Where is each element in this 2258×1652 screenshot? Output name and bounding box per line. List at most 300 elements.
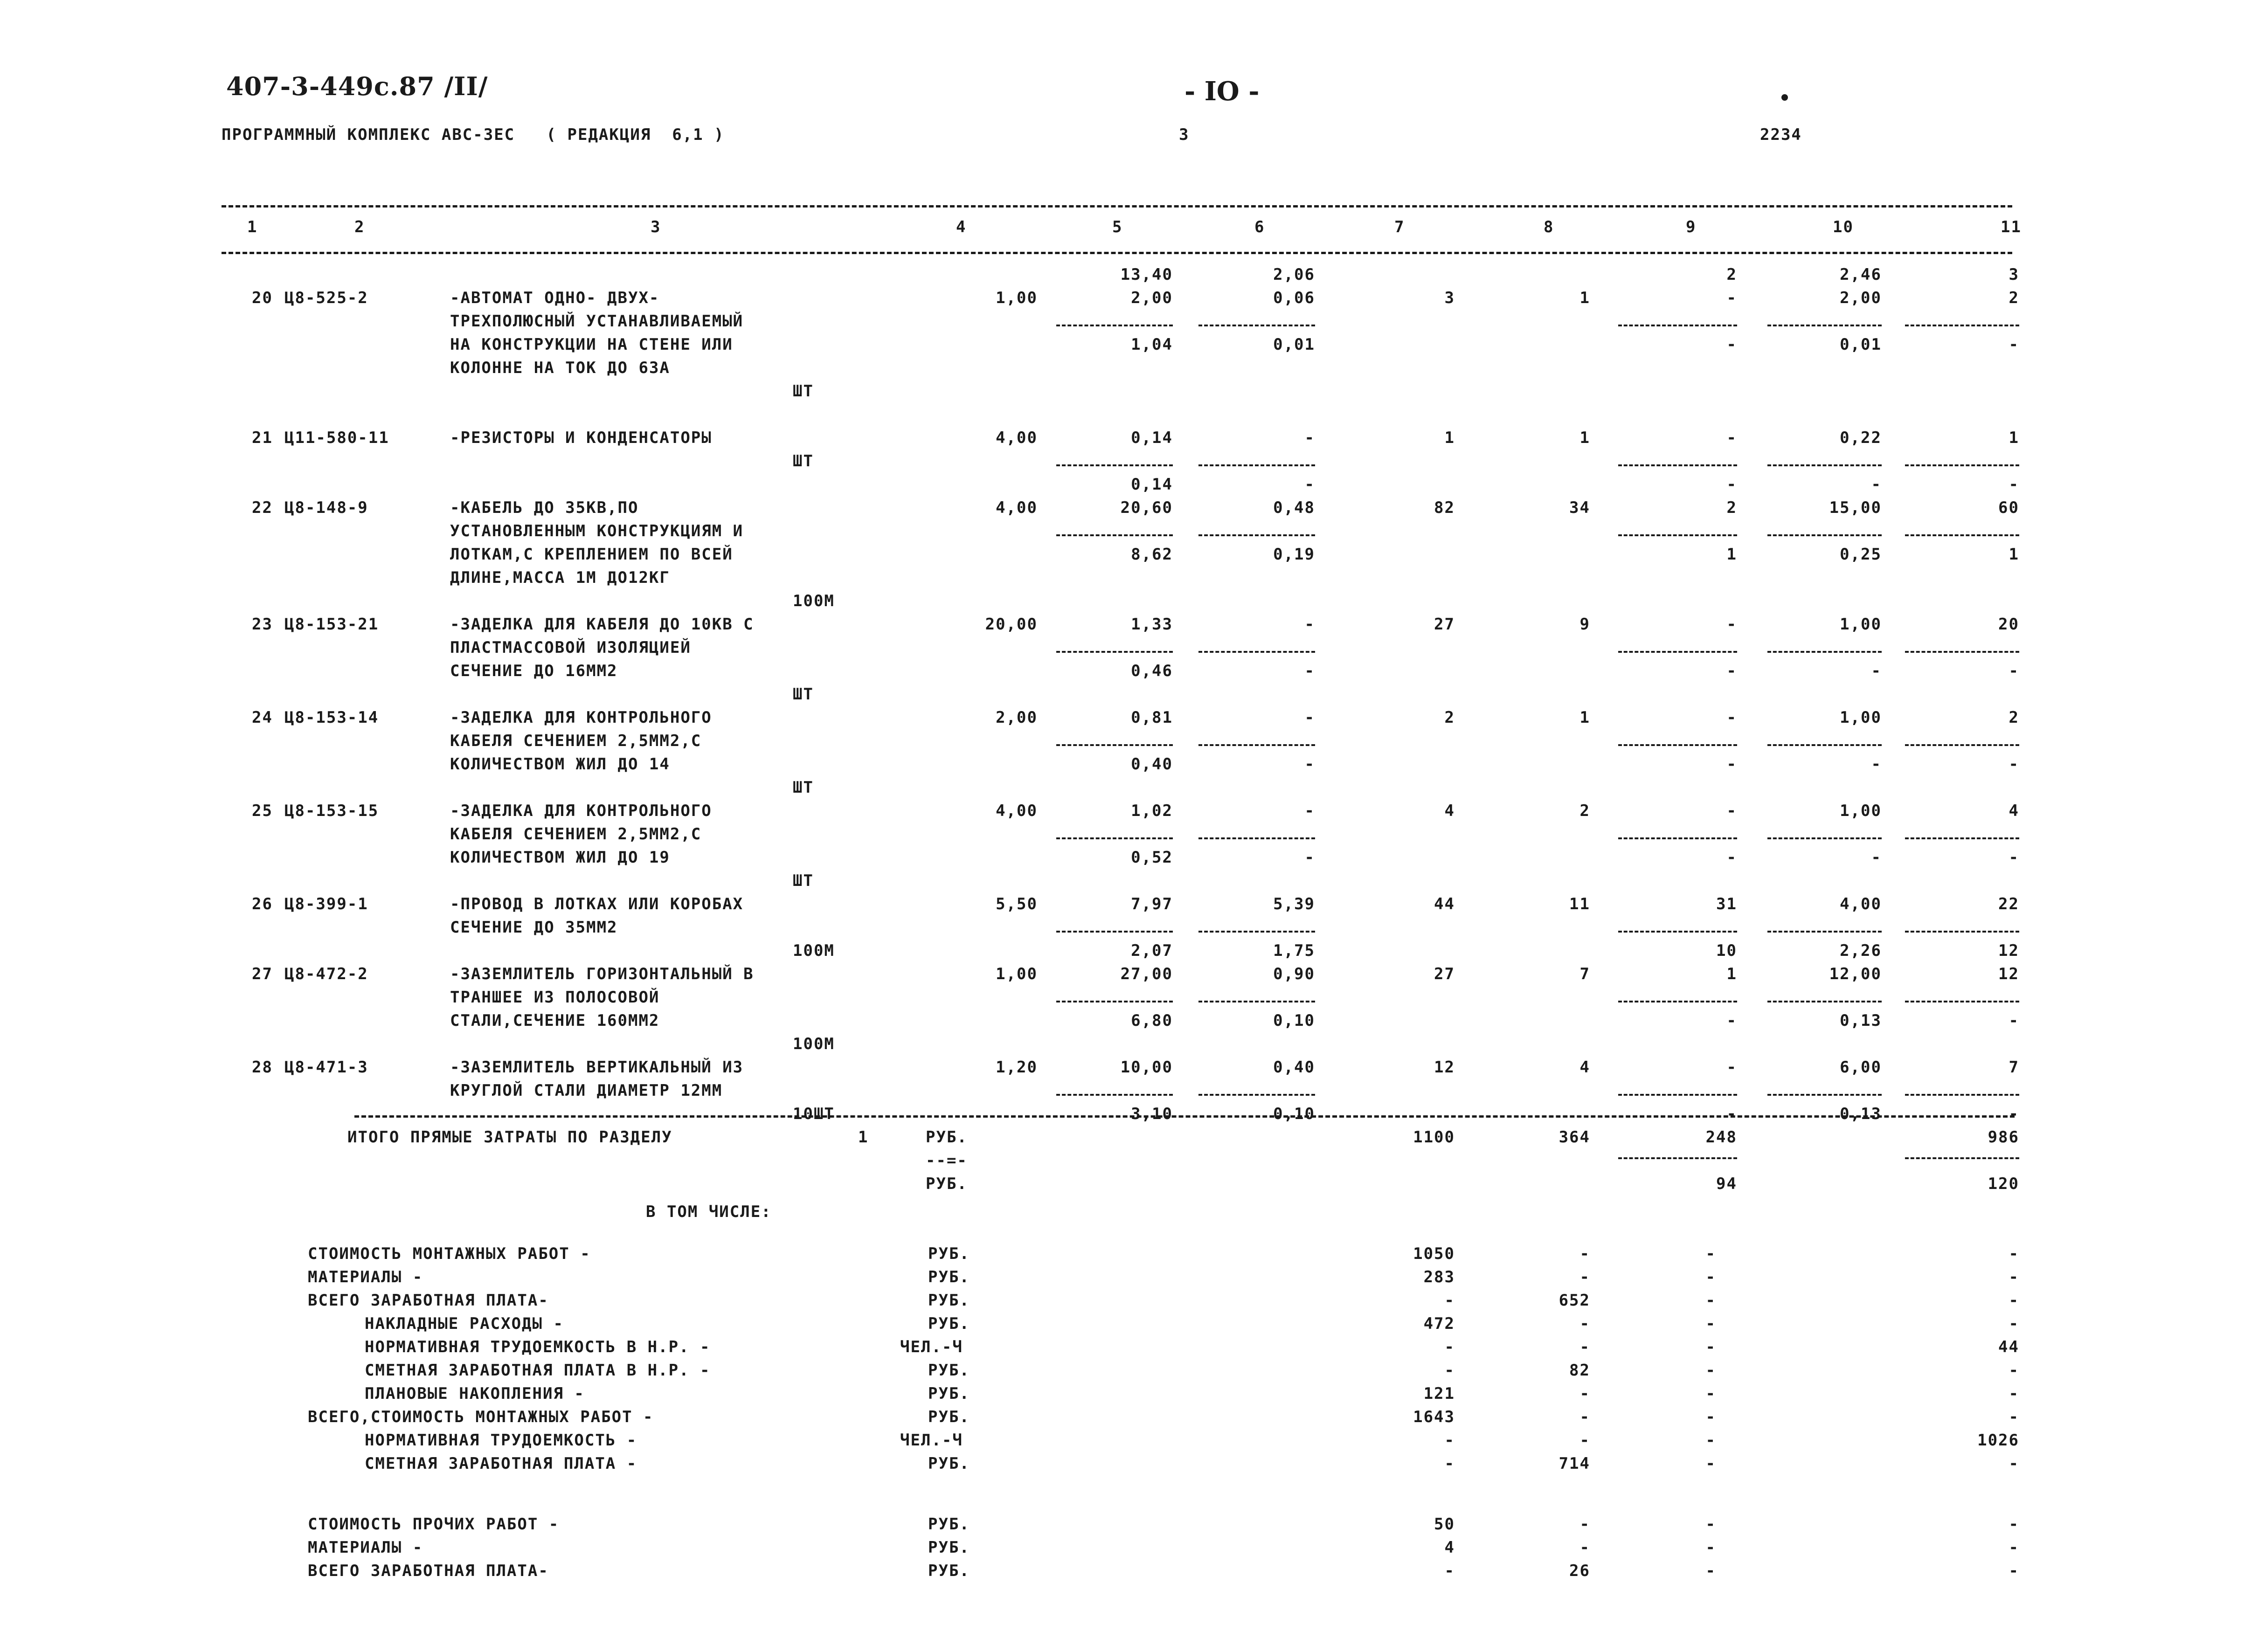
row-col8: 1 — [1579, 708, 1590, 727]
cell-rule — [1056, 1001, 1173, 1002]
document-code: 407-3-449с.87 /II/ — [226, 71, 488, 101]
row-code: Ц8-153-14 — [284, 708, 379, 727]
summary-label: ВСЕГО ЗАРАБОТНАЯ ПЛАТА- — [308, 1562, 549, 1580]
summary-label: СМЕТНАЯ ЗАРАБОТНАЯ ПЛАТА В Н.Р. - — [365, 1361, 711, 1380]
cell-rule — [1056, 651, 1173, 653]
row-description: -ПРОВОД В ЛОТКАХ ИЛИ КОРОБАХ — [450, 895, 744, 913]
row-col6: - — [1304, 708, 1315, 727]
summary-label: СТОИМОСТЬ МОНТАЖНЫХ РАБОТ - — [308, 1244, 591, 1263]
summary-col7: 1643 — [1413, 1408, 1455, 1426]
summary-unit: ЧЕЛ.-Ч — [900, 1338, 963, 1356]
row-description: ДЛИНЕ,МАССА 1М ДО12КГ — [450, 568, 670, 587]
cell-rule — [1056, 837, 1173, 839]
row-col6: 0,90 — [1273, 965, 1315, 983]
row-col11: 12 — [1998, 941, 2019, 960]
table-top-rule — [222, 205, 2012, 207]
summary-col7: - — [1444, 1454, 1455, 1473]
column-header-6: 6 — [1254, 218, 1265, 236]
cell-rule — [1767, 931, 1882, 933]
row-number: 24 — [252, 708, 273, 727]
row-col6: 1,75 — [1273, 941, 1315, 960]
summary-col9: - — [1705, 1268, 1716, 1286]
row-quantity: 4,00 — [996, 498, 1038, 517]
cell-rule — [1056, 464, 1173, 466]
row-col11: 4 — [2009, 802, 2019, 820]
row-number: 26 — [252, 895, 273, 913]
summary-unit: РУБ. — [928, 1538, 970, 1557]
summary-label: СТОИМОСТЬ ПРОЧИХ РАБОТ - — [308, 1515, 560, 1534]
row-col10: - — [1871, 475, 1882, 494]
row-col10: 2,46 — [1840, 265, 1882, 284]
total-col11-wages: 120 — [1988, 1175, 2019, 1193]
document-number: 2234 — [1760, 125, 1802, 144]
row-col9: - — [1726, 755, 1737, 774]
summary-label: МАТЕРИАЛЫ - — [308, 1268, 423, 1286]
row-number: 23 — [252, 615, 273, 634]
row-col5: 8,62 — [1131, 545, 1173, 564]
row-col11: - — [2009, 755, 2019, 774]
cell-rule — [1767, 1001, 1882, 1002]
row-unit: ШТ — [793, 871, 814, 890]
row-col5: 0,14 — [1131, 475, 1173, 494]
row-col7: 12 — [1434, 1058, 1455, 1077]
total-label: ИТОГО ПРЯМЫЕ ЗАТРАТЫ ПО РАЗДЕЛУ — [347, 1128, 672, 1147]
row-description: -ЗАДЕЛКА ДЛЯ КОНТРОЛЬНОГО — [450, 708, 712, 727]
row-col9: - — [1726, 335, 1737, 354]
total-col9-wages: 94 — [1716, 1175, 1737, 1193]
summary-col9: - — [1705, 1538, 1716, 1557]
cell-rule — [1198, 534, 1315, 536]
cell-rule — [1767, 325, 1882, 326]
row-description: ТРАНШЕЕ ИЗ ПОЛОСОВОЙ — [450, 988, 660, 1007]
row-unit: ШТ — [793, 452, 814, 470]
row-col10: - — [1871, 755, 1882, 774]
total-separator: --=- — [926, 1151, 968, 1170]
row-col6: - — [1304, 662, 1315, 680]
summary-unit: РУБ. — [928, 1244, 970, 1263]
row-col11: 60 — [1998, 498, 2019, 517]
summary-col8: 714 — [1558, 1454, 1590, 1473]
row-description: -КАБЕЛЬ ДО 35КВ,ПО — [450, 498, 639, 517]
summary-col9: - — [1705, 1244, 1716, 1263]
cell-rule — [1767, 744, 1882, 746]
cell-rule — [1198, 1001, 1315, 1002]
row-col9: - — [1726, 662, 1737, 680]
total-col7: 1100 — [1413, 1128, 1455, 1147]
row-col5: 0,52 — [1131, 848, 1173, 867]
row-quantity: 1,00 — [996, 965, 1038, 983]
summary-unit: РУБ. — [928, 1361, 970, 1380]
column-header-2: 2 — [354, 218, 365, 236]
summary-unit: РУБ. — [928, 1291, 970, 1310]
row-col8: 4 — [1579, 1058, 1590, 1077]
row-col11: 2 — [2009, 708, 2019, 727]
summary-col7: - — [1444, 1291, 1455, 1310]
summary-col8: 82 — [1569, 1361, 1590, 1380]
row-quantity: 2,00 — [996, 708, 1038, 727]
summary-label: МАТЕРИАЛЫ - — [308, 1538, 423, 1557]
summary-col11: - — [2009, 1268, 2019, 1286]
row-number: 22 — [252, 498, 273, 517]
row-code: Ц8-153-15 — [284, 802, 379, 820]
summary-label: СМЕТНАЯ ЗАРАБОТНАЯ ПЛАТА - — [365, 1454, 637, 1473]
row-col8: 1 — [1579, 289, 1590, 307]
summary-col8: - — [1579, 1384, 1590, 1403]
cell-rule — [1905, 1157, 2019, 1159]
summary-col7: 4 — [1444, 1538, 1455, 1557]
row-col10: 0,22 — [1840, 429, 1882, 447]
row-unit: ШТ — [793, 685, 814, 704]
cell-rule — [1618, 931, 1737, 933]
summary-label: НОРМАТИВНАЯ ТРУДОЕМКОСТЬ В Н.Р. - — [365, 1338, 711, 1356]
row-col5: 0,40 — [1131, 755, 1173, 774]
row-code: Ц8-525-2 — [284, 289, 368, 307]
row-col10: 15,00 — [1829, 498, 1882, 517]
row-code: Ц8-472-2 — [284, 965, 368, 983]
row-col8: 9 — [1579, 615, 1590, 634]
summary-col9: - — [1705, 1408, 1716, 1426]
summary-col8: - — [1579, 1338, 1590, 1356]
cell-rule — [1618, 1157, 1737, 1159]
summary-col7: 1050 — [1413, 1244, 1455, 1263]
row-description: -ЗАДЕЛКА ДЛЯ КОНТРОЛЬНОГО — [450, 802, 712, 820]
summary-col9: - — [1705, 1314, 1716, 1333]
row-col5: 0,14 — [1131, 429, 1173, 447]
summary-label: ВСЕГО,СТОИМОСТЬ МОНТАЖНЫХ РАБОТ - — [308, 1408, 654, 1426]
row-description: КОЛОННЕ НА ТОК ДО 63А — [450, 359, 670, 377]
row-number: 25 — [252, 802, 273, 820]
summary-col9: - — [1705, 1361, 1716, 1380]
row-col7: 3 — [1444, 289, 1455, 307]
row-description: КОЛИЧЕСТВОМ ЖИЛ ДО 19 — [450, 848, 670, 867]
row-col9: - — [1726, 1105, 1737, 1123]
summary-col11: - — [2009, 1291, 2019, 1310]
row-col11: - — [2009, 662, 2019, 680]
row-col10: 0,13 — [1840, 1105, 1882, 1123]
total-col11: 986 — [1988, 1128, 2019, 1147]
cell-rule — [1905, 464, 2019, 466]
row-unit: 100М — [793, 941, 835, 960]
row-description: НА КОНСТРУКЦИИ НА СТЕНЕ ИЛИ — [450, 335, 733, 354]
row-col9: - — [1726, 475, 1737, 494]
total-unit: РУБ. — [926, 1128, 968, 1147]
row-col10: 2,26 — [1840, 941, 1882, 960]
summary-col9: - — [1705, 1515, 1716, 1534]
column-header-4: 4 — [956, 218, 967, 236]
row-col5: 7,97 — [1131, 895, 1173, 913]
total-unit-2: РУБ. — [926, 1175, 968, 1193]
row-number: 27 — [252, 965, 273, 983]
summary-col8: - — [1579, 1538, 1590, 1557]
table-header-rule — [222, 252, 2012, 254]
row-description: ТРЕХПОЛЮСНЫЙ УСТАНАВЛИВАЕМЫЙ — [450, 312, 744, 331]
summary-col9: - — [1705, 1291, 1716, 1310]
summary-col11: - — [2009, 1408, 2019, 1426]
row-unit: 100М — [793, 592, 835, 610]
row-description: КАБЕЛЯ СЕЧЕНИЕМ 2,5ММ2,С — [450, 732, 702, 750]
row-col7: 1 — [1444, 429, 1455, 447]
row-col7: 27 — [1434, 615, 1455, 634]
summary-col11: 1026 — [1977, 1431, 2019, 1450]
summary-col7: 50 — [1434, 1515, 1455, 1534]
cell-rule — [1618, 651, 1737, 653]
row-description: -ЗАДЕЛКА ДЛЯ КАБЕЛЯ ДО 10КВ С — [450, 615, 754, 634]
summary-unit: РУБ. — [928, 1562, 970, 1580]
summary-unit: РУБ. — [928, 1314, 970, 1333]
row-code: Ц8-153-21 — [284, 615, 379, 634]
row-col7: 44 — [1434, 895, 1455, 913]
row-quantity: 20,00 — [985, 615, 1038, 634]
row-col10: 12,00 — [1829, 965, 1882, 983]
summary-col8: - — [1579, 1314, 1590, 1333]
row-col6: 5,39 — [1273, 895, 1315, 913]
cell-rule — [1618, 1001, 1737, 1002]
row-col5: 1,33 — [1131, 615, 1173, 634]
row-quantity: 5,50 — [996, 895, 1038, 913]
row-col5: 13,40 — [1120, 265, 1173, 284]
sheet-number: 3 — [1179, 125, 1190, 144]
row-col6: - — [1304, 755, 1315, 774]
margin-dot — [1781, 94, 1788, 101]
summary-col11: - — [2009, 1515, 2019, 1534]
cell-rule — [1198, 325, 1315, 326]
row-col5: 6,80 — [1131, 1011, 1173, 1030]
row-number: 21 — [252, 429, 273, 447]
cell-rule — [1905, 744, 2019, 746]
row-col11: - — [2009, 1011, 2019, 1030]
row-col5: 27,00 — [1120, 965, 1173, 983]
summary-unit: РУБ. — [928, 1515, 970, 1534]
summary-col11: 44 — [1998, 1338, 2019, 1356]
row-col10: 1,00 — [1840, 802, 1882, 820]
row-col6: 0,48 — [1273, 498, 1315, 517]
summary-unit: РУБ. — [928, 1408, 970, 1426]
row-unit: ШТ — [793, 778, 814, 797]
row-col5: 0,46 — [1131, 662, 1173, 680]
row-number: 20 — [252, 289, 273, 307]
column-header-7: 7 — [1394, 218, 1405, 236]
including-label: В ТОМ ЧИСЛЕ: — [646, 1203, 772, 1221]
row-col7: 27 — [1434, 965, 1455, 983]
summary-col8: 652 — [1558, 1291, 1590, 1310]
row-code: Ц8-471-3 — [284, 1058, 368, 1077]
summary-col8: - — [1579, 1431, 1590, 1450]
cell-rule — [1767, 464, 1882, 466]
page-number: - IO - — [1184, 76, 1260, 107]
row-col11: - — [2009, 335, 2019, 354]
row-col6: - — [1304, 615, 1315, 634]
row-col10: 2,00 — [1840, 289, 1882, 307]
row-description: ПЛАСТМАССОВОЙ ИЗОЛЯЦИЕЙ — [450, 638, 691, 657]
row-col5: 1,04 — [1131, 335, 1173, 354]
row-col9: - — [1726, 708, 1737, 727]
summary-col8: - — [1579, 1515, 1590, 1534]
row-col10: 0,01 — [1840, 335, 1882, 354]
column-header-8: 8 — [1544, 218, 1554, 236]
cell-rule — [1198, 837, 1315, 839]
row-col11: 1 — [2009, 545, 2019, 564]
summary-col9: - — [1705, 1431, 1716, 1450]
row-col5: 2,07 — [1131, 941, 1173, 960]
row-unit: ШТ — [793, 382, 814, 401]
row-quantity: 4,00 — [996, 802, 1038, 820]
row-col11: 2 — [2009, 289, 2019, 307]
row-col8: 11 — [1569, 895, 1590, 913]
summary-col7: - — [1444, 1338, 1455, 1356]
row-col9: - — [1726, 1011, 1737, 1030]
row-col10: 4,00 — [1840, 895, 1882, 913]
row-col6: 2,06 — [1273, 265, 1315, 284]
summary-col7: - — [1444, 1361, 1455, 1380]
column-header-9: 9 — [1686, 218, 1697, 236]
column-header-3: 3 — [651, 218, 661, 236]
cell-rule — [1198, 464, 1315, 466]
row-unit: 100М — [793, 1035, 835, 1053]
total-col8: 364 — [1558, 1128, 1590, 1147]
total-section: 1 — [858, 1128, 869, 1147]
row-col10: 0,25 — [1840, 545, 1882, 564]
row-code: Ц8-399-1 — [284, 895, 368, 913]
cell-rule — [1618, 744, 1737, 746]
cell-rule — [1198, 744, 1315, 746]
column-header-11: 11 — [2001, 218, 2022, 236]
row-description: -ЗАЗЕМЛИТЕЛЬ ГОРИЗОНТАЛЬНЫЙ В — [450, 965, 754, 983]
summary-col8: - — [1579, 1244, 1590, 1263]
row-description: -АВТОМАТ ОДНО- ДВУХ- — [450, 289, 660, 307]
row-col5: 0,81 — [1131, 708, 1173, 727]
row-col6: 0,06 — [1273, 289, 1315, 307]
summary-unit: ЧЕЛ.-Ч — [900, 1431, 963, 1450]
summary-col8: - — [1579, 1268, 1590, 1286]
row-col11: - — [2009, 475, 2019, 494]
row-col9: - — [1726, 429, 1737, 447]
row-description: КОЛИЧЕСТВОМ ЖИЛ ДО 14 — [450, 755, 670, 774]
program-title: ПРОГРАММНЫЙ КОМПЛЕКС АВС-3ЕС ( РЕДАКЦИЯ 6,1 ) — [222, 125, 725, 144]
cell-rule — [1056, 325, 1173, 326]
row-col5: 3,10 — [1131, 1105, 1173, 1123]
cell-rule — [1618, 837, 1737, 839]
row-col6: 0,10 — [1273, 1105, 1315, 1123]
row-col9: 31 — [1716, 895, 1737, 913]
row-col6: - — [1304, 429, 1315, 447]
cell-rule — [1056, 931, 1173, 933]
row-col11: - — [2009, 848, 2019, 867]
row-col7: 4 — [1444, 802, 1455, 820]
row-col11: 1 — [2009, 429, 2019, 447]
row-col5: 2,00 — [1131, 289, 1173, 307]
row-col9: - — [1726, 848, 1737, 867]
cell-rule — [1056, 534, 1173, 536]
row-col10: 6,00 — [1840, 1058, 1882, 1077]
cell-rule — [1056, 744, 1173, 746]
summary-col11: - — [2009, 1361, 2019, 1380]
row-quantity: 1,00 — [996, 289, 1038, 307]
summary-label: ПЛАНОВЫЕ НАКОПЛЕНИЯ - — [365, 1384, 585, 1403]
row-description: КАБЕЛЯ СЕЧЕНИЕМ 2,5ММ2,С — [450, 825, 702, 843]
row-col5: 1,02 — [1131, 802, 1173, 820]
summary-col9: - — [1705, 1384, 1716, 1403]
summary-col8: 26 — [1569, 1562, 1590, 1580]
row-number: 28 — [252, 1058, 273, 1077]
row-col9: 2 — [1726, 498, 1737, 517]
cell-rule — [1905, 1001, 2019, 1002]
summary-col7: 121 — [1423, 1384, 1455, 1403]
cell-rule — [1905, 837, 2019, 839]
cell-rule — [1618, 534, 1737, 536]
row-col9: - — [1726, 1058, 1737, 1077]
summary-label: ВСЕГО ЗАРАБОТНАЯ ПЛАТА- — [308, 1291, 549, 1310]
row-col10: - — [1871, 848, 1882, 867]
row-col11: 12 — [1998, 965, 2019, 983]
summary-col11: - — [2009, 1562, 2019, 1580]
summary-col11: - — [2009, 1538, 2019, 1557]
cell-rule — [1618, 1094, 1737, 1096]
row-col10: 1,00 — [1840, 615, 1882, 634]
column-header-5: 5 — [1112, 218, 1123, 236]
row-col6: 0,19 — [1273, 545, 1315, 564]
row-col9: - — [1726, 802, 1737, 820]
totals-top-rule — [354, 1115, 2015, 1118]
row-col11: 3 — [2009, 265, 2019, 284]
row-col9: 10 — [1716, 941, 1737, 960]
column-header-1: 1 — [247, 218, 258, 236]
row-col5: 10,00 — [1120, 1058, 1173, 1077]
row-col6: - — [1304, 475, 1315, 494]
row-col6: 0,10 — [1273, 1011, 1315, 1030]
summary-col7: - — [1444, 1431, 1455, 1450]
row-description: -РЕЗИСТОРЫ И КОНДЕНСАТОРЫ — [450, 429, 712, 447]
row-quantity: 1,20 — [996, 1058, 1038, 1077]
row-col8: 2 — [1579, 802, 1590, 820]
cell-rule — [1905, 534, 2019, 536]
column-header-10: 10 — [1833, 218, 1854, 236]
row-col11: 7 — [2009, 1058, 2019, 1077]
row-description: ЛОТКАМ,С КРЕПЛЕНИЕМ ПО ВСЕЙ — [450, 545, 733, 564]
row-unit: 10ШТ — [793, 1105, 835, 1123]
total-col9: 248 — [1705, 1128, 1737, 1147]
row-code: Ц11-580-11 — [284, 429, 389, 447]
row-col9: 1 — [1726, 545, 1737, 564]
summary-label: НОРМАТИВНАЯ ТРУДОЕМКОСТЬ - — [365, 1431, 637, 1450]
summary-col11: - — [2009, 1384, 2019, 1403]
cell-rule — [1767, 837, 1882, 839]
summary-col8: - — [1579, 1408, 1590, 1426]
row-col6: - — [1304, 802, 1315, 820]
summary-label: НАКЛАДНЫЕ РАСХОДЫ - — [365, 1314, 564, 1333]
row-col11: 22 — [1998, 895, 2019, 913]
cell-rule — [1618, 464, 1737, 466]
cell-rule — [1767, 651, 1882, 653]
summary-unit: РУБ. — [928, 1454, 970, 1473]
row-description: СЕЧЕНИЕ ДО 16ММ2 — [450, 662, 618, 680]
row-description: СЕЧЕНИЕ ДО 35ММ2 — [450, 918, 618, 937]
row-description: СТАЛИ,СЕЧЕНИЕ 160ММ2 — [450, 1011, 660, 1030]
summary-unit: РУБ. — [928, 1384, 970, 1403]
cell-rule — [1905, 651, 2019, 653]
summary-col9: - — [1705, 1562, 1716, 1580]
row-col9: - — [1726, 289, 1737, 307]
row-quantity: 4,00 — [996, 429, 1038, 447]
cell-rule — [1767, 534, 1882, 536]
row-description: УСТАНОВЛЕННЫМ КОНСТРУКЦИЯМ И — [450, 522, 744, 540]
row-col11: - — [2009, 1105, 2019, 1123]
row-col8: 7 — [1579, 965, 1590, 983]
summary-col7: - — [1444, 1562, 1455, 1580]
summary-col9: - — [1705, 1454, 1716, 1473]
row-code: Ц8-148-9 — [284, 498, 368, 517]
summary-col11: - — [2009, 1244, 2019, 1263]
summary-col11: - — [2009, 1314, 2019, 1333]
